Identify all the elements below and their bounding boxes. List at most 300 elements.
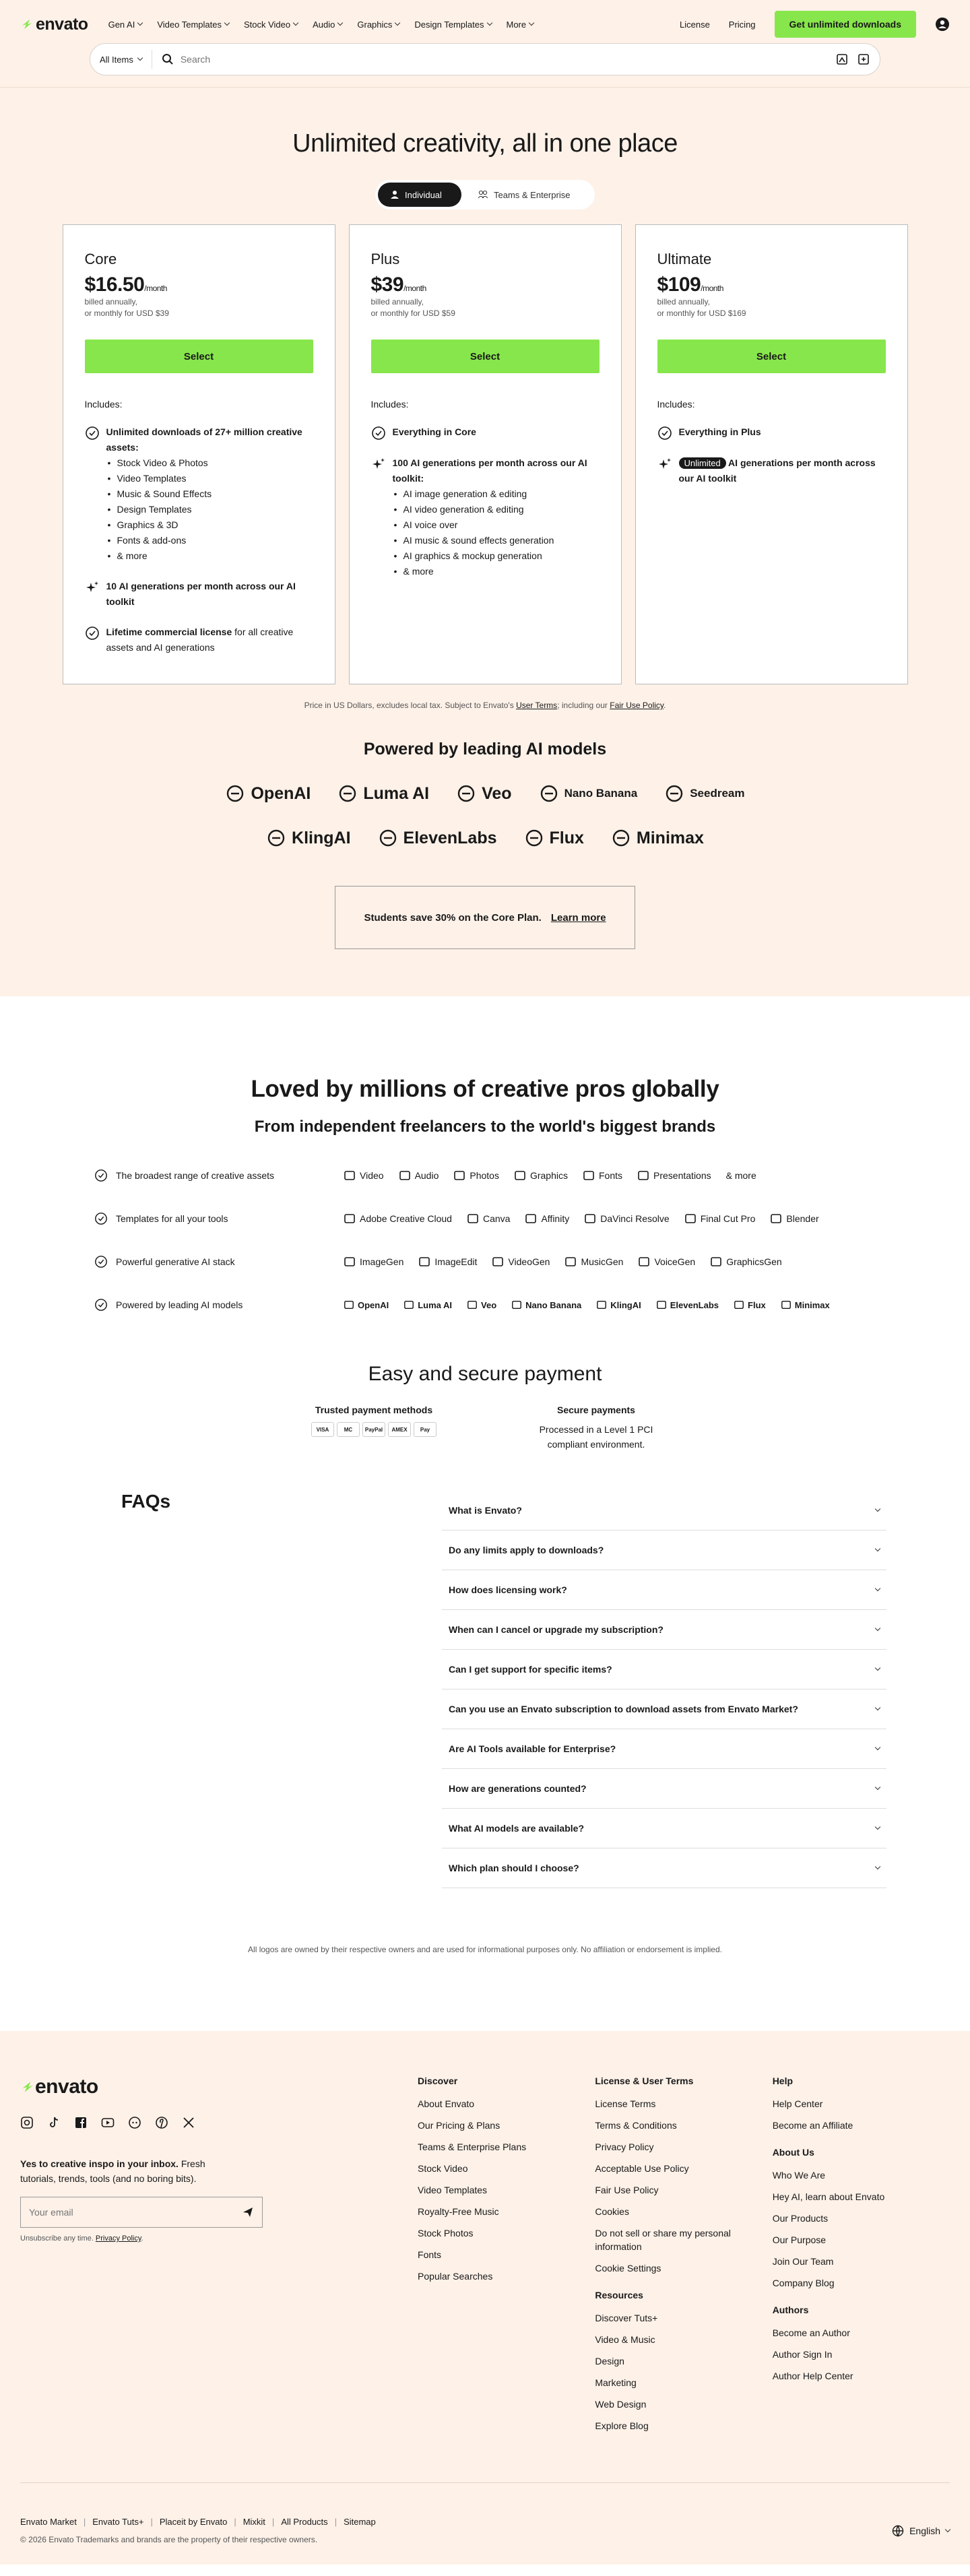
feature-item-imagegen xyxy=(344,1256,403,1268)
feature-item-label: Flux xyxy=(748,1299,766,1310)
newsletter-text xyxy=(20,2156,243,2186)
copyright: © 2026 Envato Trademarks and brands are the property of their respective owners. xyxy=(20,2535,318,2544)
ai-model-name: Nano Banana xyxy=(564,787,638,800)
photos-icon xyxy=(453,1169,465,1182)
check-circle-icon xyxy=(94,1298,108,1312)
discover-links xyxy=(418,2097,595,2283)
chevron-down-icon xyxy=(875,1705,880,1710)
videogen-icon xyxy=(492,1256,504,1268)
feature-item-label: OpenAI xyxy=(358,1299,389,1310)
payment-methods xyxy=(296,1405,451,1452)
feature-item-canva xyxy=(467,1213,510,1225)
bottom-link-mixkit[interactable]: Mixkit xyxy=(243,2517,265,2527)
includes-label: Includes: xyxy=(84,399,123,410)
main-nav xyxy=(20,8,950,40)
search-bar xyxy=(90,43,880,75)
chevron-down-icon xyxy=(293,20,298,26)
footer-link-stock-video[interactable]: Stock Video xyxy=(418,2163,468,2174)
separator: | xyxy=(334,2517,337,2527)
unsub-text: Unsubscribe any time. xyxy=(20,2234,96,2243)
footer-link-cookies[interactable]: Cookies xyxy=(595,2206,629,2217)
plan-card-plus xyxy=(349,224,622,684)
ai-model-name: Minimax xyxy=(636,828,704,847)
social-links xyxy=(20,2116,418,2129)
musicgen-icon xyxy=(564,1256,577,1268)
chevron-down-icon xyxy=(875,1784,880,1790)
footer-logo-text: envato xyxy=(35,2075,98,2098)
plan-type-toggle xyxy=(375,180,595,210)
feature-item-blender xyxy=(770,1213,818,1225)
feature-item-label: ImageEdit xyxy=(434,1256,478,1267)
feature-item-label: Blender xyxy=(786,1213,819,1224)
ai-models-row-1 xyxy=(0,783,970,804)
feature-item-fonts xyxy=(583,1169,622,1182)
nav-item-label: Audio xyxy=(313,19,335,30)
feature-text: for all creative assets and AI generations xyxy=(106,626,294,653)
payment-card-icon: MC xyxy=(337,1422,360,1437)
faq-item[interactable] xyxy=(442,1491,886,1531)
tab-individual-label: Individual xyxy=(405,189,442,200)
faq-question: Which plan should I choose? xyxy=(449,1863,579,1873)
plan-price-amount: $109 xyxy=(657,273,701,296)
faq-item[interactable] xyxy=(442,1848,886,1888)
footer-col-discover xyxy=(418,2075,595,2441)
chevron-down-icon xyxy=(395,20,400,26)
nav-item-label: Gen AI xyxy=(108,19,135,30)
category-select[interactable] xyxy=(100,50,152,69)
chevron-down-icon xyxy=(875,1586,880,1591)
ai-model-logo-luma-ai xyxy=(337,783,429,804)
logo-disclaimer: All logos are owned by their respective owners and are used for informational purposes only. No affiliation or endorsement is implied. xyxy=(248,1945,722,1954)
feature-bullet: • Graphics & 3D xyxy=(106,517,313,533)
footer-link-discover-tuts-[interactable]: Discover Tuts+ xyxy=(595,2313,658,2323)
footer-logo[interactable] xyxy=(20,2075,418,2098)
faq-item[interactable] xyxy=(442,1650,886,1689)
footer-left xyxy=(20,2075,418,2441)
footer-link-video-music[interactable]: Video & Music xyxy=(595,2334,655,2345)
imageedit-icon xyxy=(418,1256,430,1268)
footer-link-cookie-settings[interactable]: Cookie Settings xyxy=(595,2263,661,2274)
affinity-icon xyxy=(525,1213,537,1225)
ai-model-logo-nano-banana xyxy=(539,783,638,804)
chevron-down-icon xyxy=(137,55,143,61)
graphicsgen-icon xyxy=(710,1256,722,1268)
language-label: English xyxy=(909,2525,940,2536)
user-terms-link[interactable]: User Terms xyxy=(516,701,558,710)
youtube-icon[interactable] xyxy=(101,2116,115,2129)
email-field[interactable] xyxy=(29,2207,242,2218)
nano-banana-icon xyxy=(511,1299,522,1310)
bottom-links xyxy=(20,2517,376,2527)
sparkle-icon xyxy=(657,457,672,472)
unsubscribe-note xyxy=(20,2234,418,2243)
bottom-link-placeit-by-envato[interactable]: Placeit by Envato xyxy=(159,2517,228,2527)
feature-item-label: Minimax xyxy=(794,1299,830,1310)
ai-model-name: ElevenLabs xyxy=(403,828,497,847)
envato-leaf-icon xyxy=(20,18,34,31)
feature-item-davinci-resolve xyxy=(584,1213,669,1225)
ai-model-name: OpenAI xyxy=(251,783,311,803)
footer-link-fonts[interactable]: Fonts xyxy=(418,2249,442,2260)
secure-payments xyxy=(519,1405,674,1452)
nav-item-design-templates[interactable] xyxy=(414,20,491,30)
feature-bullets xyxy=(393,486,600,579)
openai-icon xyxy=(344,1299,354,1310)
feature-row-items xyxy=(344,1256,782,1268)
ai-model-logo-icon xyxy=(456,783,476,804)
feature-bullet: • AI voice over xyxy=(393,517,600,533)
send-icon[interactable] xyxy=(242,2206,254,2218)
faq-question: How does licensing work? xyxy=(449,1584,567,1595)
flux-icon xyxy=(734,1299,744,1310)
fair-use-link[interactable]: Fair Use Policy xyxy=(610,701,664,710)
ai-search-icon[interactable] xyxy=(857,53,870,66)
monthly-price-note: or monthly for USD $39 xyxy=(84,309,169,318)
feature-item-label: ElevenLabs xyxy=(670,1299,719,1310)
person-icon xyxy=(390,190,399,199)
feature-item-label: ImageGen xyxy=(360,1256,404,1267)
license-link[interactable]: License xyxy=(679,19,710,30)
powered-by-title: Powered by leading AI models xyxy=(363,740,607,759)
footer-link-author-help-center[interactable]: Author Help Center xyxy=(772,2371,853,2381)
canva-icon xyxy=(467,1213,479,1225)
feature-item-label: Nano Banana xyxy=(525,1299,582,1310)
about-links xyxy=(773,2168,950,2290)
feature-item-luma-ai xyxy=(403,1299,452,1310)
feature-row-items xyxy=(344,1299,830,1310)
footer-link-our-purpose[interactable]: Our Purpose xyxy=(772,2234,827,2245)
nav-item-label: More xyxy=(506,19,527,30)
pricing-link[interactable]: Pricing xyxy=(728,19,756,30)
feature-item-graphicsgen xyxy=(710,1256,781,1268)
payment-card-icon: VISA xyxy=(311,1422,334,1437)
nav-item-label: Graphics xyxy=(357,19,393,30)
search-icon xyxy=(162,53,174,65)
chevron-down-icon xyxy=(875,1864,880,1869)
payment-card-icon: Pay xyxy=(414,1422,437,1437)
people-icon xyxy=(478,190,488,199)
footer-link-privacy-policy[interactable]: Privacy Policy xyxy=(595,2142,654,2152)
nav-item-audio[interactable] xyxy=(313,20,342,30)
ai-model-name: Flux xyxy=(549,828,584,847)
disclaimer-text: Price in US Dollars, excludes local tax. Subject to Envato's xyxy=(304,701,517,710)
ai-model-name: Luma AI xyxy=(363,783,430,803)
language-select[interactable] xyxy=(892,2525,950,2537)
adobe-creative-cloud-icon xyxy=(344,1213,356,1225)
bottom-link-all-products[interactable]: All Products xyxy=(281,2517,328,2527)
pricing-title: Unlimited creativity, all in one place xyxy=(292,129,678,158)
feature-row xyxy=(94,1240,876,1283)
elevenlabs-icon xyxy=(656,1299,667,1310)
feature-item-musicgen xyxy=(564,1256,623,1268)
footer-link-about-envato[interactable]: About Envato xyxy=(418,2098,475,2109)
resources-heading: Resources xyxy=(595,2290,643,2300)
select-ultimate-button[interactable]: Select xyxy=(657,340,886,373)
footer-link-stock-photos[interactable]: Stock Photos xyxy=(418,2228,474,2239)
faq-section xyxy=(61,1452,909,1888)
feature-item-label: Graphics xyxy=(529,1170,568,1181)
newsletter-rest: Fresh tutorials, trends, tools (and no boring bits). xyxy=(20,2158,205,2184)
feature-bullet: • AI image generation & editing xyxy=(393,486,600,502)
feature-license xyxy=(85,624,313,655)
feature-item-affinity xyxy=(525,1213,569,1225)
nav-right xyxy=(680,11,950,38)
authors-heading: Authors xyxy=(772,2305,809,2315)
check-circle-icon xyxy=(94,1255,108,1268)
feature-item-nano-banana xyxy=(511,1299,581,1310)
secure-payments-text: Processed in a Level 1 PCI compliant environment. xyxy=(539,1424,653,1450)
footer-link-company-blog[interactable]: Company Blog xyxy=(772,2278,835,2288)
plan-price-period: /month xyxy=(701,284,723,293)
nav-item-label: Stock Video xyxy=(243,19,291,30)
authors-links xyxy=(773,2326,950,2383)
user-account-icon[interactable] xyxy=(935,17,950,32)
feature-item-video xyxy=(344,1169,384,1182)
footer-link-do-not-sell-or-share-my-personal-information[interactable]: Do not sell or share my personal information xyxy=(595,2228,731,2252)
envato-logo[interactable] xyxy=(20,15,88,34)
footer-link-marketing[interactable]: Marketing xyxy=(595,2377,637,2388)
footer-link-acceptable-use-policy[interactable]: Acceptable Use Policy xyxy=(595,2163,689,2174)
feature-item-minimax xyxy=(781,1299,830,1310)
student-discount-banner xyxy=(335,886,635,949)
feature-item-openai xyxy=(344,1299,389,1310)
feature-item-label: Affinity xyxy=(541,1213,570,1224)
plan-name: Ultimate xyxy=(657,251,712,267)
check-circle-icon xyxy=(657,426,672,441)
chevron-down-icon xyxy=(529,20,534,26)
faq-item[interactable] xyxy=(442,1689,886,1729)
footer-link-join-our-team[interactable]: Join Our Team xyxy=(772,2256,834,2267)
faq-question: Do any limits apply to downloads? xyxy=(449,1545,604,1555)
ai-model-name: Seedream xyxy=(690,787,745,800)
feature-everything-core xyxy=(371,424,600,441)
ai-model-logo-icon xyxy=(378,828,398,848)
final-cut-pro-icon xyxy=(684,1213,697,1225)
minimax-icon xyxy=(781,1299,791,1310)
feature-bullet: • Music & Sound Effects xyxy=(106,486,313,502)
image-search-icon[interactable] xyxy=(835,53,849,66)
faq-item[interactable] xyxy=(442,1531,886,1570)
get-unlimited-downloads-button[interactable]: Get unlimited downloads xyxy=(775,11,916,38)
search-input[interactable] xyxy=(181,54,827,65)
presentations-icon xyxy=(637,1169,649,1182)
feature-item-label: Canva xyxy=(482,1213,511,1224)
footer-link-author-sign-in[interactable]: Author Sign In xyxy=(772,2349,833,2360)
privacy-policy-link[interactable]: Privacy Policy xyxy=(95,2234,141,2243)
ai-model-logo-icon xyxy=(225,783,245,804)
feature-text: Everything in Core xyxy=(392,426,476,437)
tab-teams-enterprise[interactable] xyxy=(465,183,582,207)
feature-row xyxy=(94,1197,876,1240)
social-proof-section xyxy=(0,996,970,2031)
footer-link-become-an-author[interactable]: Become an Author xyxy=(772,2327,850,2338)
monthly-price-note: or monthly for USD $169 xyxy=(657,309,746,318)
discover-heading: Discover xyxy=(418,2075,458,2086)
voicegen-icon xyxy=(638,1256,650,1268)
loved-subtitle: From independent freelancers to the world's biggest brands xyxy=(254,1118,716,1136)
nav-item-gen-ai[interactable] xyxy=(108,20,143,30)
footer-link-video-templates[interactable]: Video Templates xyxy=(418,2185,488,2195)
feature-text-bold: Lifetime commercial license xyxy=(106,626,232,637)
bottom-link-envato-market[interactable]: Envato Market xyxy=(20,2517,77,2527)
feature-ai-generations xyxy=(657,455,886,486)
footer-link-royalty-free-music[interactable]: Royalty-Free Music xyxy=(418,2206,499,2217)
feature-row-label: Powered by leading AI models xyxy=(116,1299,243,1310)
plan-price-period: /month xyxy=(144,284,167,293)
pinterest-icon[interactable] xyxy=(155,2116,168,2129)
payment-columns xyxy=(0,1405,970,1452)
graphics-icon xyxy=(514,1169,526,1182)
feature-item-label: & more xyxy=(725,1170,756,1181)
audio-icon xyxy=(399,1169,411,1182)
imagegen-icon xyxy=(344,1256,356,1268)
footer-link-become-an-affiliate[interactable]: Become an Affiliate xyxy=(772,2120,853,2131)
ai-model-logo-minimax xyxy=(611,828,704,848)
resources-links xyxy=(595,2311,772,2433)
feature-item-elevenlabs xyxy=(656,1299,719,1310)
veo-icon xyxy=(467,1299,478,1310)
license-links xyxy=(595,2097,772,2275)
chevron-down-icon xyxy=(486,20,492,26)
student-text: Students save 30% on the Core Plan. xyxy=(364,911,542,924)
feature-item-graphics xyxy=(514,1169,568,1182)
faq-item[interactable] xyxy=(442,1729,886,1769)
ai-model-logo-klingai xyxy=(266,828,351,848)
feature-row-heading xyxy=(94,1212,344,1225)
footer-bottom xyxy=(20,2482,950,2544)
help-links xyxy=(773,2097,950,2132)
feature-row-heading xyxy=(94,1255,344,1268)
chevron-down-icon xyxy=(945,2526,950,2532)
license-heading: License & User Terms xyxy=(595,2075,694,2086)
footer-link-who-we-are[interactable]: Who We Are xyxy=(772,2170,826,2181)
nav-item-more[interactable] xyxy=(507,20,534,30)
payment-methods-title: Trusted payment methods xyxy=(315,1405,433,1415)
nav-item-video-templates[interactable] xyxy=(157,20,229,30)
category-menu xyxy=(108,20,534,30)
feature-item-label: GraphicsGen xyxy=(726,1256,782,1267)
footer-link-web-design[interactable]: Web Design xyxy=(595,2399,647,2410)
chevron-down-icon xyxy=(337,20,343,26)
separator: | xyxy=(150,2517,153,2527)
feature-item-flux xyxy=(734,1299,766,1310)
plan-price xyxy=(657,273,886,296)
davinci-resolve-icon xyxy=(584,1213,596,1225)
footer-link-terms-conditions[interactable]: Terms & Conditions xyxy=(595,2120,677,2131)
category-select-label: All Items xyxy=(100,54,133,65)
payment-card-icon: PayPal xyxy=(362,1422,385,1437)
feature-text: AI generations per month across our AI toolkit xyxy=(678,457,876,484)
faq-item[interactable] xyxy=(442,1769,886,1809)
faq-question: When can I cancel or upgrade my subscription? xyxy=(449,1624,664,1635)
x-icon[interactable] xyxy=(182,2116,195,2129)
klingai-icon xyxy=(596,1299,607,1310)
feature-item-label: Luma AI xyxy=(418,1299,453,1310)
feature-row-heading xyxy=(94,1298,344,1312)
ai-model-logo-icon xyxy=(539,783,559,804)
nav-item-graphics[interactable] xyxy=(357,20,399,30)
feature-row xyxy=(94,1283,876,1326)
feature-bullet: • Stock Video & Photos xyxy=(106,455,313,471)
learn-more-link[interactable]: Learn more xyxy=(550,911,606,924)
feature-item-label: Adobe Creative Cloud xyxy=(360,1213,452,1224)
tiktok-icon[interactable] xyxy=(47,2116,61,2129)
select-core-button[interactable]: Select xyxy=(85,340,313,373)
ai-model-logo-icon xyxy=(664,783,684,804)
discord-icon[interactable] xyxy=(128,2116,141,2129)
ai-model-logo-veo xyxy=(456,783,511,804)
ai-model-logo-icon xyxy=(337,783,358,804)
feature-text: Unlimited downloads of 27+ million creative assets: xyxy=(106,426,302,453)
feature-item-imageedit xyxy=(418,1256,477,1268)
footer-link-license-terms[interactable]: License Terms xyxy=(595,2098,656,2109)
top-header xyxy=(0,0,970,88)
bottom-link-envato-tuts-[interactable]: Envato Tuts+ xyxy=(92,2517,144,2527)
feature-bullet: • Design Templates xyxy=(106,502,313,517)
footer-col-help xyxy=(773,2075,950,2441)
feature-item-label: KlingAI xyxy=(610,1299,641,1310)
faq-item[interactable] xyxy=(442,1809,886,1848)
footer-link-help-center[interactable]: Help Center xyxy=(772,2098,823,2109)
chevron-down-icon xyxy=(875,1625,880,1631)
feature-bullet: • AI video generation & editing xyxy=(393,502,600,517)
faq-item[interactable] xyxy=(442,1570,886,1610)
feature-row-heading xyxy=(94,1169,344,1182)
includes-label: Includes: xyxy=(657,399,695,410)
feature-item--more xyxy=(726,1170,756,1181)
loved-title: Loved by millions of creative pros globally xyxy=(251,1076,719,1102)
bottom-link-sitemap[interactable]: Sitemap xyxy=(344,2517,376,2527)
plan-price-amount: $16.50 xyxy=(84,273,145,296)
help-heading: Help xyxy=(772,2075,794,2086)
sparkle-icon xyxy=(85,580,100,595)
footer-link-hey-ai-learn-about-envato[interactable]: Hey AI, learn about Envato xyxy=(772,2191,885,2202)
plan-price xyxy=(371,273,600,296)
footer-link-popular-searches[interactable]: Popular Searches xyxy=(418,2271,493,2282)
plan-price xyxy=(85,273,313,296)
footer-link-explore-blog[interactable]: Explore Blog xyxy=(595,2420,649,2431)
check-circle-icon xyxy=(85,426,100,441)
plan-name: Core xyxy=(84,251,117,267)
chevron-down-icon xyxy=(875,1546,880,1551)
logo-text: envato xyxy=(36,14,88,34)
facebook-icon[interactable] xyxy=(74,2116,88,2129)
footer-link-teams-enterprise-plans[interactable]: Teams & Enterprise Plans xyxy=(418,2142,527,2152)
feature-item-label: MusicGen xyxy=(581,1256,624,1267)
tab-individual[interactable] xyxy=(378,183,461,207)
payment-section xyxy=(0,1326,970,1452)
instagram-icon[interactable] xyxy=(20,2116,34,2129)
nav-item-stock-video[interactable] xyxy=(244,20,298,30)
select-plus-button[interactable]: Select xyxy=(371,340,600,373)
feature-text: 100 AI generations per month across our AI toolkit: xyxy=(392,457,587,484)
ai-model-logo-seedream xyxy=(664,783,744,804)
check-circle-icon xyxy=(94,1212,108,1225)
footer-link-our-pricing-plans[interactable]: Our Pricing & Plans xyxy=(418,2120,500,2131)
feature-row xyxy=(94,1154,876,1197)
feature-bullet: • AI music & sound effects generation xyxy=(393,533,600,548)
video-icon xyxy=(344,1169,356,1182)
footer-link-design[interactable]: Design xyxy=(595,2356,624,2366)
footer-link-fair-use-policy[interactable]: Fair Use Policy xyxy=(595,2185,659,2195)
envato-leaf-icon xyxy=(20,2080,35,2094)
faq-item[interactable] xyxy=(442,1610,886,1650)
footer xyxy=(0,2031,970,2565)
faq-list xyxy=(442,1491,886,1888)
feature-rows xyxy=(0,1154,970,1326)
footer-link-our-products[interactable]: Our Products xyxy=(772,2213,829,2224)
plan-name: Plus xyxy=(370,251,400,267)
